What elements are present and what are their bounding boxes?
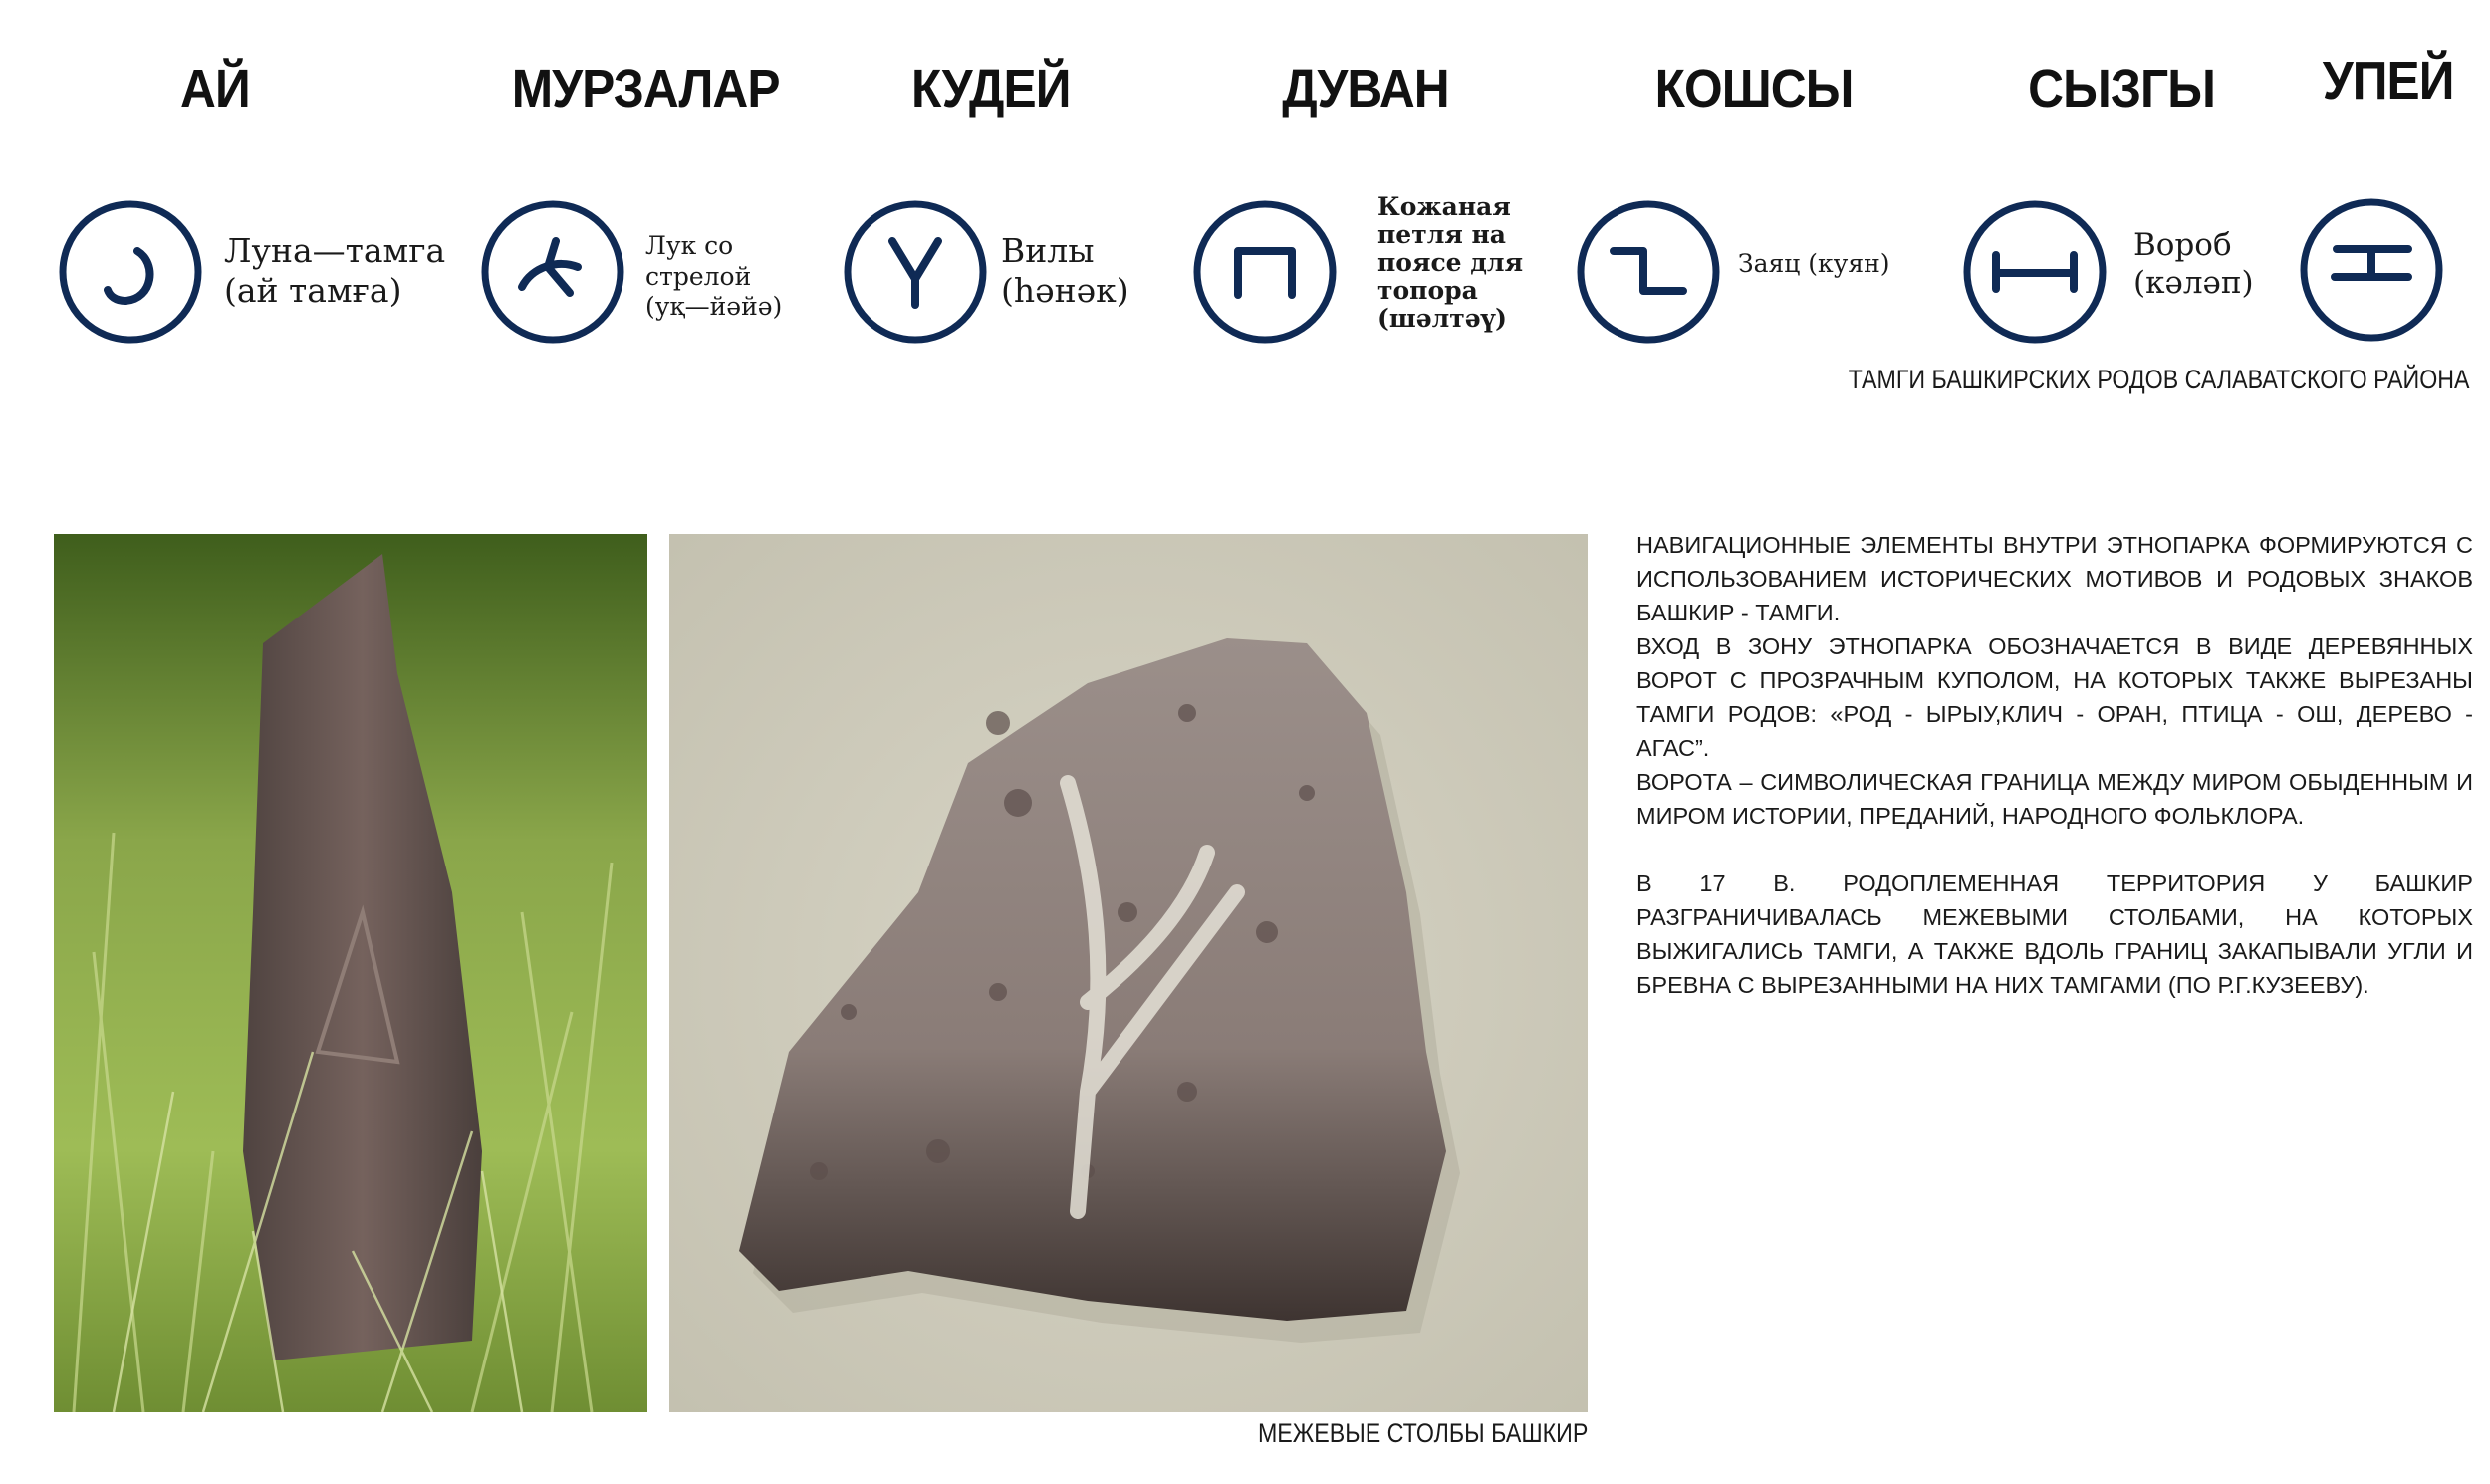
belt-loop-tamga-icon [1190, 197, 1340, 347]
description-paragraph-2: ВХОД В ЗОНУ ЭТНОПАРКА ОБОЗНАЧАЕТСЯ В ВИДЕ ДЕРЕВЯННЫХ ВОРОТ С ПРОЗРАЧНЫМ КУПОЛОМ, НА КОТОРЫХ ТАКЖЕ ВЫРЕЗАНЫ ТАМГИ РОДОВ: «РОД - ЫРЫУ,КЛИЧ - ОРАН, ПТИЦА - ОШ, ДЕРЕВО - АГАС”. [1636, 633, 2473, 761]
boundary-pillar-photo [54, 534, 647, 1412]
description-text [1636, 528, 2473, 1002]
clan-name-koshsy: КОШСЫ [1654, 59, 1854, 119]
tamga-label-murzalar: Лук со стрелой (уқ—йәйә) [645, 231, 783, 321]
tamga-label-duvan: Кожаная петля на поясе для топора (шәлтәү) [1377, 192, 1524, 333]
pitchfork-tamga-icon [841, 197, 990, 347]
clan-name-murzalar: МУРЗАЛАР [511, 59, 780, 119]
gate-tamga-icon [1960, 197, 2110, 347]
clan-name-ay: АЙ [180, 59, 250, 119]
tamga-caption: ТАМГИ БАШКИРСКИХ РОДОВ САЛАВАТСКОГО РАЙОНА [1849, 365, 2470, 394]
description-paragraph-4: В 17 В. РОДОПЛЕМЕННАЯ ТЕРРИТОРИЯ У БАШКИР РАЗГРАНИЧИВАЛАСЬ МЕЖЕВЫМИ СТОЛБАМИ, НА КОТОРЫХ ВЫЖИГАЛИСЬ ТАМГИ, А ТАКЖЕ ВДОЛЬ ГРАНИЦ ЗАКАПЫВАЛИ УГЛИ И БРЕВНА С ВЫРЕЗАННЫМИ НА НИХ ТАМГАМИ (ПО Р.Г.КУЗЕЕВУ). [1636, 870, 2473, 998]
bow-arrow-tamga-icon [478, 197, 627, 347]
clan-name-upey: УПЕЙ [2322, 51, 2454, 111]
clan-name-syzgy: СЫЗГЫ [2028, 59, 2216, 119]
tamga-label-koshsy: Заяц (куян) [1738, 249, 1890, 278]
clan-name-duvan: ДУВАН [1282, 59, 1449, 119]
tamga-label-syzgy: Вороб (кәләп) [2133, 227, 2254, 301]
clan-name-kudey: КУДЕЙ [910, 59, 1071, 119]
moon-tamga-icon [56, 197, 205, 347]
tamga-label-ay: Луна—тамга (ай тамға) [224, 231, 446, 311]
hare-tamga-icon [1574, 197, 1723, 347]
description-paragraph-1: НАВИГАЦИОННЫЕ ЭЛЕМЕНТЫ ВНУТРИ ЭТНОПАРКА ФОРМИРУЮТСЯ С ИСПОЛЬЗОВАНИЕМ ИСТОРИЧЕСКИХ МОТИВОВ И РОДОВЫХ ЗНАКОВ БАШКИР - ТАМГИ. [1636, 532, 2473, 625]
photos-caption: МЕЖЕВЫЕ СТОЛБЫ БАШКИР [1257, 1418, 1588, 1448]
description-paragraph-3: ВОРОТА – СИМВОЛИЧЕСКАЯ ГРАНИЦА МЕЖДУ МИРОМ ОБЫДЕННЫМ И МИРОМ ИСТОРИИ, ПРЕДАНИЙ, НАРОДНОГО ФОЛЬКЛОРА. [1636, 769, 2473, 829]
tamga-label-kudey: Вилы (һәнәк) [1001, 231, 1129, 311]
stone-fragment-photo [669, 534, 1588, 1412]
upey-tamga-icon [2297, 195, 2446, 345]
